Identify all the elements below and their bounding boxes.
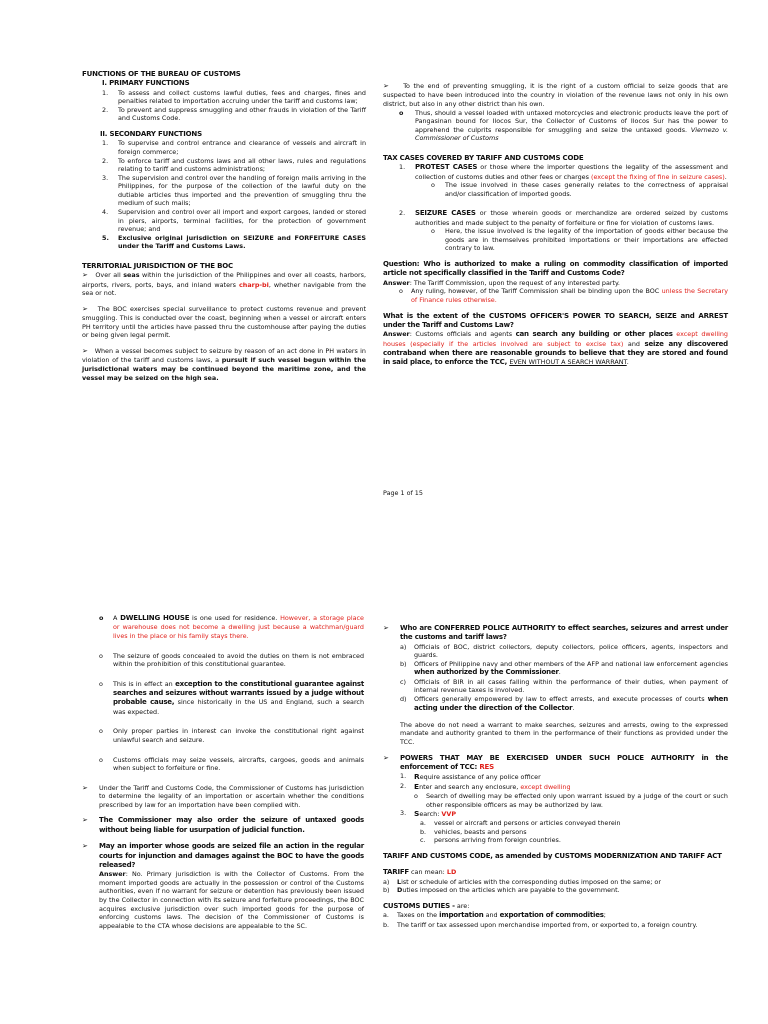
list-item [82,106,366,123]
answer: Answer: Customs officials and agents can search any building or other places except dwelling houses (especially if the articles involved are subject to excise tax) and seize any discovered contraband when there are reasonable grounds to believe that they are stored and found in said place, to enforce the TCC, EVEN WITHOUT A SEARCH WARRANT. [383,330,728,367]
paragraph: The above do not need a warrant to make searches, seizures and arrests, owing to the expressed mandate and authority granted to them in the performance of their functions as provided under the TCC. [400,720,728,746]
circle-bullet-icon: o [414,792,418,801]
list-item [82,157,366,174]
list-item-text: To supervise and control entrance and clearance of vessels and aircraft in foreign commerce; [118,139,366,157]
circle-bullet-icon: o [99,755,103,764]
arrow-bullet-icon: ➢ [82,346,88,355]
list-item-number: 1. [102,139,109,148]
list-item [420,828,728,837]
circle-bullet-icon: o [99,651,103,660]
list-item-text: Supervision and control over all import and export cargoes, landed or stored in piers, airports, terminal facilities, for the protection of government revenue; and [118,208,366,234]
circle-bullet-icon: o [99,614,104,622]
list-item-text: Duties imposed on the articles which are payable to the government. [397,886,620,895]
list-item [420,836,728,845]
primary-functions-heading: I. PRIMARY FUNCTIONS [102,79,190,88]
list-item: 5. Exclusive original jurisdiction on SEIZURE and FORFEITURE CASES under the Tariff and Customs Laws. [102,233,366,251]
list-item-text: vessel or aircraft and persons or articles conveyed therein [434,819,621,828]
list-item: a. Taxes on the importation and exportation of commodities; [383,911,606,920]
tcc-heading: TARIFF AND CUSTOMS CODE, as amended by CUSTOMS MODERNIZATION AND TARIFF ACT [383,851,722,860]
left-column [82,614,364,930]
list-item [400,678,728,695]
list-item [82,89,366,106]
paragraph: ➢ To the end of preventing smuggling, it is the right of a custom official to seize goods that are suspected to have been introduced into the country in violation of the revenue laws not only in his own district, but also in any other district than his own. [383,82,728,108]
circle-bullet-icon: o [399,108,404,117]
question: Question: Who is authorized to make a ruling on commodity classification of imported article not specifically classified in the Tariff and Customs Code? [383,260,728,278]
right-column [383,624,728,929]
secondary-functions-list [82,139,366,233]
paragraph: ➢ Under the Tariff and Customs Code, the Commissioner of Customs has jurisdiction to determine the legality of an importation or ascertain whether the conditions prescribed by law for an importation have been complied with. [82,783,364,809]
list-item-number: b) [383,886,390,895]
paragraph: ➢ The BOC exercises special surveillance to protect customs revenue and prevent smuggling. This is conducted over the coast, beginning when a vessel or aircraft enters PH territory until the articles have passed thru the customhouse after paying the duties or being given legal permit. [82,304,366,340]
question: What is the extent of the CUSTOMS OFFICER'S POWER TO SEARCH, SEIZE and ARREST under the Tariff and Customs Law? [383,311,728,329]
list-item [82,139,366,156]
document-page-1 [0,0,768,510]
list-item-text: Officers of Philippine navy and other members of the AFP and national law enforcement agencies when authorized by the Commissioner. [414,659,728,677]
list-item [400,643,728,660]
list-item-number: a) [383,877,390,886]
arrow-bullet-icon: ➢ [82,842,88,851]
search-list [383,819,728,845]
tariff-list [383,878,728,895]
list-item-text: List or schedule of articles with the corresponding duties imposed on the same; or [397,877,661,886]
list-item [383,886,728,895]
list-item-number: 1. [102,88,109,97]
sub-bullet: o Here, the issue involved is the legality of the importation of goods either because the goods are in themselves prohibited importations or their importations are effected contrary to law. [431,227,728,253]
list-item-number: a) [400,642,407,651]
list-item-text: Officers generally empowered by law to effect arrests, and execute processes of courts when acting under the direction of the Collector. [414,695,728,713]
list-item-number: 4. [102,208,109,217]
left-column [82,70,366,382]
circle-bullet-icon: o [431,181,435,190]
list-item-number: c) [400,677,407,686]
sub-bullet: o This is in effect an exception to the constitutional guarantee against searches and seizures without warrants issued by a judge without probable cause, since historically in the US and England, such a search was expected. [99,679,364,716]
sub-bullet: o Any ruling, however, of the Tariff Commission shall be binding upon the BOC unless the Secretary of Finance rules otherwise. [399,287,728,304]
paragraph: ➢ The Commissioner may also order the seizure of untaxed goods without being liable for usurpation of judicial function. [82,816,364,834]
arrow-bullet-icon: ➢ [383,753,389,762]
police-authority-list [383,643,728,714]
list-item-text: To assess and collect customs lawful duties, fees and charges, fines and penalties related to importation accruing under the tariff and customs law; [118,88,366,106]
arrow-bullet-icon: ➢ [82,271,88,280]
arrow-bullet-icon: ➢ [383,624,389,632]
circle-bullet-icon: o [99,727,103,736]
circle-bullet-icon: o [431,227,435,236]
list-item [82,208,366,234]
paragraph: ➢ POWERS THAT MAY BE EXERCISED UNDER SUCH POLICE AUTHORITY in the enforcement of TCC: RES [383,753,728,771]
list-item-number: b) [400,659,407,668]
document-page-2 [0,610,768,1024]
circle-bullet-icon: o [99,679,103,688]
sub-bullet: o The issue involved in these cases generally relates to the correctness of appraisal and/or classification of imported goods. [431,181,728,198]
list-item-number: b. [420,827,427,836]
sub-bullet: o Search of dwelling may be effected only upon warrant issued by a judge of the court or such other responsible officers as may be authorized by law. [414,792,728,809]
sub-bullet: o Only proper parties in interest can invoke the constitutional right against unlawful search and seizure. [99,727,364,744]
page-number: Page 1 of 15 [383,489,423,497]
list-item-number: d) [400,695,407,704]
paragraph: ➢ When a vessel becomes subject to seizure by reason of an act done in PH waters in violation of the tariff and customs laws, a pursuit if such vessel begun within the jurisdictional waters may be continued beyond the maritime zone, and the vessel may be seized on the high sea. [82,346,366,382]
circle-bullet-icon: o [399,287,403,296]
list-item: 1. Require assistance of any police officer [400,772,541,782]
list-item [82,174,366,208]
right-column [383,82,728,368]
list-item [383,878,728,887]
list-item-text: Officials of BOC, district collectors, deputy collectors, police officers, agents, inspectors and guards. [414,642,728,660]
list-item-text: To enforce tariff and customs laws and all other laws, rules and regulations relating to tariff and customs administrations; [118,156,366,174]
territorial-jurisdiction-heading: TERRITORIAL JURISDICTION OF THE BOC [82,261,233,270]
secondary-functions-heading: II. SECONDARY FUNCTIONS [100,130,202,139]
list-item-number: 2. [102,156,109,165]
sub-bullet: o The seizure of goods concealed to avoid the duties on them is not embraced within the prohibition of this constitutional guarantee. [99,651,364,669]
paragraph: ➢ Who are CONFERRED POLICE AUTHORITY to effect searches, seizures and arrest under the customs and tariff laws? [383,624,728,642]
list-item [400,695,728,714]
list-item-number: 3. [102,173,109,182]
list-item: 2. SEIZURE CASES or those wherein goods or merchandize are ordered seized by customs authorities and made subject to the penalty of forfeiture or fine for violation of customs laws. [399,209,728,227]
arrow-bullet-icon: ➢ [82,304,88,313]
list-item: b. The tariff or tax assessed upon merchandise imported from, or exported to, a foreign country. [383,920,698,929]
list-item-text: Officials of BIR in all cases falling within the performance of their duties, when payment of internal revenue taxes is involved. [414,677,728,695]
list-item: 3. Search: VVP [400,809,456,819]
list-item [420,819,728,828]
arrow-bullet-icon: ➢ [82,783,88,792]
customs-duties-definition: CUSTOMS DUTIES - are: [383,901,470,910]
list-item: 1. PROTEST CASES or those where the importer questions the legality of the assessment and collection of customs duties and other fees or charges (except the fixing of fine in seizure cases). [399,163,728,181]
arrow-bullet-icon: ➢ [82,816,88,825]
paragraph: ➢ May an importer whose goods are seized file an action in the regular courts for injunction and damages against the BOC to have the goods released? Answer: No. Primary jurisdiction is with the Collector of Customs. From the moment imported goods are actually in the possession or control of the Customs authorities, even if no warrant for seizure or detention has previously been issued by the Collector in connection with its seizure and forfeiture proceedings, the BOC acquires exclusive jurisdiction over such imported goods for the purpose of enforcing customs laws. The decision of the Commissioner of Customs is appealable to the CTA whose decisions are appealable to the SC. [82,842,364,930]
paragraph: ➢ Over all seas within the jurisdiction of the Philippines and over all coasts, harbors, airports, rivers, ports, bays, and inland waters charp-bi, whether navigable from the sea or not. [82,271,366,298]
list-item-text: The supervision and control over the handling of foreign mails arriving in the Philippines, for the purpose of the collection of the lawful duty on the dutiable articles thus imported and the prevention of smuggling thru the medium of such mails; [118,173,366,208]
list-item-text: persons arriving from foreign countries. [434,836,561,845]
section-title-functions: FUNCTIONS OF THE BUREAU OF CUSTOMS [82,70,241,78]
tax-cases-heading: TAX CASES COVERED BY TARIFF AND CUSTOMS CODE [383,153,584,162]
arrow-bullet-icon: ➢ [383,82,389,90]
list-item-text: vehicles, beasts and persons [434,827,527,836]
list-item: 2. Enter and search any enclosure, except dwelling [400,782,571,792]
list-item-text: To prevent and suppress smuggling and other frauds in violation of the Tariff and Customs Code. [118,105,366,123]
sub-bullet: o A DWELLING HOUSE is one used for residence. However, a storage place or warehouse does not become a dwelling just because a watchman/guard lives in the place or his family stays there. [99,614,364,640]
answer: Answer: The Tariff Commission, upon the request of any interested party. [383,278,620,287]
tariff-definition: TARIFF can mean: LD [383,868,457,877]
list-item [400,660,728,678]
sub-bullet: o Customs officials may seize vessels, aircrafts, cargoes, goods and animals when subject to forfeiture or fine. [99,755,364,773]
primary-functions-list [82,89,366,123]
sub-bullet: o Thus, should a vessel loaded with untaxed motorcycles and electronic products leave the port of Pangasinan bound for Ilocos Sur, the Collector of Customs of Ilocos Sur has the power to apprehend the culprits responsible for smuggling and seize the untaxed goods. Viernezo v. Commissioner of Customs [399,108,728,143]
list-item-number: 2. [102,105,109,114]
list-item-number: a. [420,819,426,828]
list-item-number: c. [420,836,426,845]
